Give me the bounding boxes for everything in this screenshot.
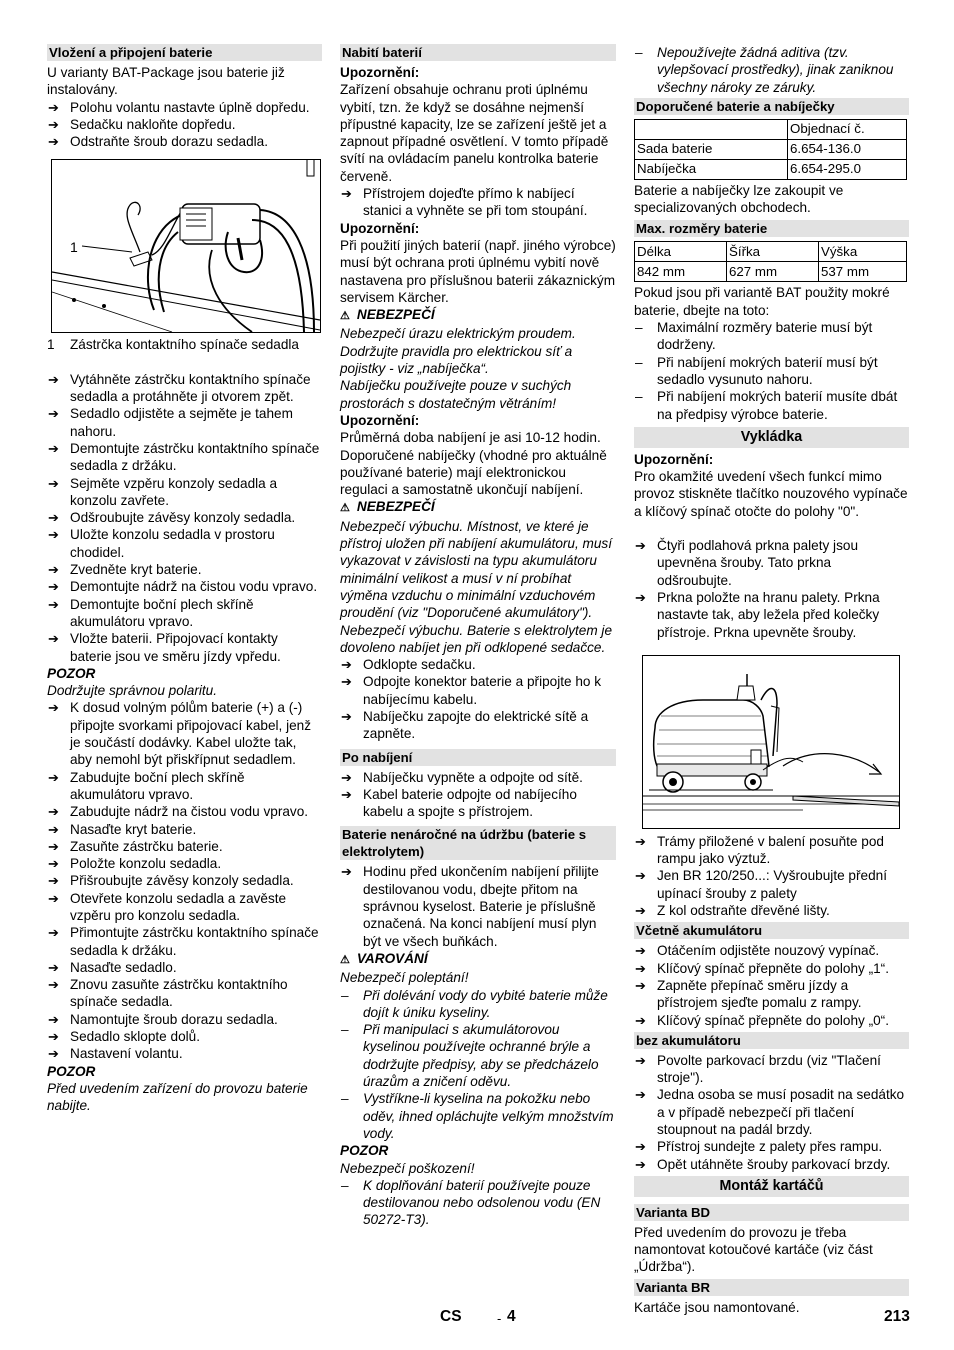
step-item: ➔ Čtyři podlahová prkna palety jsou upevněna šrouby. Tato prkna odšroubujte. [634,537,909,589]
step-item: ➔ Otáčením odjistěte nouzový vypínač. [634,942,909,959]
note-label: Upozornění: [340,220,420,236]
step-item: ➔ Nasaďte kryt baterie. [47,821,322,838]
dash-item: – Při nabíjení mokrých baterií musí být sedadlo vysunuto nahoru. [634,354,909,389]
caution-text: Dodržujte správnou polaritu. [47,683,218,699]
column-3 [634,44,909,1316]
step-item: ➔ Sedadlo sklopte dolů. [47,1028,322,1045]
steps-list [634,1052,909,1173]
section-heading-variant-br: Varianta BR [634,1279,909,1296]
section-heading-without-battery: bez akumulátoru [634,1032,909,1049]
danger-text: Nebezpečí výbuchu. Místnost, ve které je přístroj uložen při nabíjení akumulátoru, musí vykazovat v závislosti na typu akumulátoru minimální velikost a musí v ní probíhat výměna vzduchu o minimální vzduchovém proudění (viz "Doporučené akumulátory"). [340,518,613,621]
unloading-illustration [643,656,899,828]
section-heading-variant-bd: Varianta BD [634,1204,909,1221]
battery-dimensions-table [634,241,907,282]
table-cell: 537 mm [819,262,907,282]
warning-label [340,950,616,969]
note-text: Zařízení obsahuje ochranu proti úplnému vybití, tzn. že když se dosáhne nejmenší přípustné kapacity, lze se zařízení ještě jet a zapnout případné osvětlení. V tomto případě svítí na ovládacím panelu kontrolka baterie červeně. [340,82,609,184]
figure-callout-1: 1 [70,239,78,256]
paragraph: Baterie a nabíječky lze zakoupit ve specializovaných obchodech. [634,182,844,216]
warning-text: Nebezpečí poleptání! [340,970,469,986]
footer-dash: - [497,1311,502,1326]
caption-number: 1 [47,337,55,353]
section-heading-after-charging: Po nabíjení [340,749,616,766]
danger-label [340,306,616,325]
step-item: ➔ Prkna položte na hranu palety. Prkna nastavte tak, aby ležela před kolečky přístroje. Prkna upevněte šrouby. [634,589,909,641]
caption-text: Zástrčka kontaktního spínače sedadla [70,337,299,353]
step-item: ➔ K dosud volným pólům baterie (+) a (-) připojte svorkami připojovací kabel, jenž je součástí dodávky. Kabel uložte tak, aby nemohl být přiskřípnut sedadlem. [47,699,322,768]
paragraph: Pokud jsou při variantě BAT použity mokré baterie, dbejte na toto: [634,285,890,318]
dash-item: – Vystříkne-li kyselina na pokožku nebo oděv, ihned opláchujte velkým množstvím vody. [340,1090,616,1142]
step-item: ➔ Zabudujte nádrž na čistou vodu vpravo. [47,803,322,820]
step-item: ➔ Zvedněte kryt baterie. [47,561,322,578]
table-cell: Sada baterie [635,139,788,159]
caution-label: POZOR [340,1143,389,1159]
steps-list [47,699,322,1062]
step-item: ➔ Přístrojem dojeďte přímo k nabíjecí stanici a vyhněte se při tom stoupání. [340,185,616,220]
paragraph: Před uvedením do provozu je třeba namontovat kotoučové kartáče (viz část „Údržba“). [634,1224,873,1275]
step-item: ➔ Odpojte konektor baterie a připojte ho k nabíjecímu kabelu. [340,673,616,708]
section-heading-brush-mounting: Montáž kartáčů [634,1176,909,1197]
danger-text: Nebezpečí úrazu elektrickým proudem. Dodržujte pravidla pro elektrickou síť a pojistky - viz „nabíječka“. [340,326,576,377]
figure-caption [47,336,322,353]
section-heading-battery-insert: Vložení a připojení baterie [47,44,322,61]
dash-item: – Maximální rozměry baterie musí být dodrženy. [634,319,909,354]
steps-list [634,537,909,641]
step-item: ➔ Demontujte zástrčku kontaktního spínače sedadla z držáku. [47,440,322,475]
section-heading-low-maintenance: Baterie nenáročné na údržbu (baterie s elektrolytem) [340,826,616,860]
step-item: ➔ Zasuňte zástrčku baterie. [47,838,322,855]
column-1 [47,44,322,1115]
paragraph: U varianty BAT-Package jsou baterie již instalovány. [47,65,285,98]
table-cell: Výška [819,242,907,262]
warning-label-text: VAROVÁNÍ [356,950,428,966]
caution-label: POZOR [47,665,96,681]
section-heading-with-battery: Včetně akumulátoru [634,922,909,939]
step-item: ➔ Přístroj sundejte z palety přes rampu. [634,1138,909,1155]
step-item: ➔ Otevřete konzolu sedadla a zavěste vzpěru pro konzolu sedadla. [47,890,322,925]
step-item: ➔ Hodinu před ukončením nabíjení přilijte destilovanou vodu, dbejte přitom na správnou kyselost. Baterie je příslušně označená. Na konci nabíjení musí plyn být ve všech buňkách. [340,863,616,949]
step-item: ➔ Trámy přiložené v balení posuňte pod rampu jako výztuž. [634,833,909,868]
dash-item: – K doplňování baterií používejte pouze destilovanou nebo odsolenou vodu (EN 50272-T3). [340,1177,616,1229]
section-heading-charging: Nabití baterií [340,44,616,61]
table-cell: 842 mm [635,262,727,282]
danger-text: Nabíječku používejte pouze v suchých prostorách s dostatečným větráním! [340,378,572,411]
step-item: ➔ Odšroubujte závěsy konzoly sedadla. [47,509,322,526]
dash-list [340,1177,616,1229]
steps-list [634,942,909,1028]
step-item: ➔ Znovu zasuňte zástrčku kontaktního spínače sedadla. [47,976,322,1011]
caution-text: Před uvedením zařízení do provozu baterie nabijte. [47,1080,308,1114]
table-cell: Šířka [727,242,819,262]
step-item: ➔ Položte konzolu sedadla. [47,855,322,872]
step-item: ➔ Přimontujte zástrčku kontaktního spínače sedadla k držáku. [47,924,322,959]
step-item: ➔ Sejměte vzpěru konzoly sedadla a konzolu zavřete. [47,475,322,510]
seat-switch-illustration [52,160,320,332]
table-cell: 6.654-295.0 [788,159,907,179]
step-item: ➔ Jen BR 120/250...: Vyšroubujte přední upínací šrouby z palety [634,867,909,902]
step-item: ➔ Nastavení volantu. [47,1045,322,1062]
section-heading-max-dimensions: Max. rozměry baterie [634,220,909,237]
danger-label-text: NEBEZPEČÍ [356,307,435,323]
table-cell [635,119,788,139]
note-text: Průměrná doba nabíjení je asi 10-12 hodin. Doporučené nabíječky (vhodné pro aktuálně používané baterie) mají elektronickou regulaci a samostatně ukončují nabíjení. [340,430,607,498]
step-item: ➔ Namontujte šroub dorazu sedadla. [47,1011,322,1028]
step-item: ➔ Nabíječku vypněte a odpojte od sítě. [340,769,616,786]
table-cell: Délka [635,242,727,262]
note-text: Při použití jiných baterií (např. jiného výrobce) musí být ochrana proti úplnému vybití nově nastavena pro příslušnou baterii zákaznickým servisem Kärcher. [340,237,616,305]
step-item: ➔ Zabudujte boční plech skříně akumulátoru vpravo. [47,769,322,804]
dash-list [634,319,909,423]
steps-list [47,371,322,665]
dash-list [340,987,616,1143]
danger-label [340,498,616,517]
step-item: ➔ Klíčový spínač přepněte do polohy „1“. [634,960,909,977]
note-label: Upozornění: [634,451,714,467]
step-item: ➔ Demontujte boční plech skříně akumulátoru vpravo. [47,596,322,631]
step-item: ➔ Uložte konzolu sedadla v prostoru chodidel. [47,526,322,561]
steps-list [47,99,322,151]
steps-list [634,833,909,919]
step-item: ➔ Z kol odstraňte dřevěné lišty. [634,902,909,919]
step-item: ➔ Kabel baterie odpojte od nabíjecího kabelu a spojte s přístrojem. [340,786,616,821]
dash-item: – Nepoužívejte žádná aditiva (tzv. vylepšovací prostředky), jinak zaniknou všechny nároky ze záruky. [634,44,909,96]
step-item: ➔ Vložte baterii. Připojovací kontakty baterie jsou ve směru jízdy vpředu. [47,630,322,665]
step-item: ➔ Nasaďte sedadlo. [47,959,322,976]
column-2 [340,44,616,1229]
caution-text: Nebezpečí poškození! [340,1160,475,1176]
steps-list [340,656,616,742]
note-label: Upozornění: [340,412,420,428]
note-label: Upozornění: [340,65,420,80]
danger-text: Nebezpečí výbuchu. Baterie s elektrolytem je dovoleno nabíjet jen při odklopené sedačce. [340,622,613,655]
table-cell: 6.654-136.0 [788,139,907,159]
step-item: ➔ Klíčový spínač přepněte do polohy „0“. [634,1012,909,1029]
dash-item: – Při dolévání vody do vybité baterie může dojít k úniku kyseliny. [340,987,616,1022]
step-item: ➔ Jedna osoba se musí posadit na sedátko a v případě nebezpečí při tlačení stoupnout na padál brzdy. [634,1086,909,1138]
footer-language: CS [440,1308,462,1325]
paragraph: Kartáče jsou namontované. [634,1299,800,1315]
dash-item: – Při nabíjení mokrých baterií musíte dbát na předpisy výrobce baterie. [634,388,909,423]
footer-page-number: 213 [884,1308,910,1325]
dash-item: – Při manipulaci s akumulátorovou kyselinou používejte ochranné brýle a dodržujte předpisy, aby se předcházelo úrazům a zničení oděvu. [340,1021,616,1090]
step-item: ➔ Sedadlo odjistěte a sejměte je tahem nahoru. [47,405,322,440]
step-item: ➔ Demontujte nádrž na čistou vodu vpravo. [47,578,322,595]
step-item: ➔ Polohu volantu nastavte úplně dopředu. [47,99,322,116]
step-item: ➔ Opět utáhněte šrouby parkovací brzdy. [634,1156,909,1173]
step-item: ➔ Přišroubujte závěsy konzoly sedadla. [47,872,322,889]
steps-list [340,769,616,821]
step-item: ➔ Vytáhněte zástrčku kontaktního spínače sedadla a protáhněte ji otvorem zpět. [47,371,322,406]
step-item: ➔ Odstraňte šroub dorazu sedadla. [47,133,322,150]
note-text: Pro okamžité uvedení všech funkcí mimo provoz stiskněte tlačítko nouzového vypínače a klíčový spínač otočte do polohy "0". [634,469,908,519]
section-heading-unloading: Vykládka [634,427,909,448]
step-item: ➔ Odklopte sedačku. [340,656,616,673]
seat-switch-figure [51,159,321,333]
footer-page-local: 4 [507,1308,516,1325]
step-item: ➔ Sedačku nakloňte dopředu. [47,116,322,133]
step-item: ➔ Nabíječku zapojte do elektrické sítě a zapněte. [340,708,616,743]
step-item: ➔ Povolte parkovací brzdu (viz "Tlačení stroje"). [634,1052,909,1087]
danger-label-text: NEBEZPEČÍ [356,499,435,515]
table-cell: Nabíječka [635,159,788,179]
caution-label: POZOR [47,1063,96,1079]
table-cell: 627 mm [727,262,819,282]
step-item: ➔ Zapněte přepínač směru jízdy a přístrojem sjeďte pomalu z rampy. [634,977,909,1012]
section-heading-recommended: Doporučené baterie a nabíječky [634,98,909,115]
unloading-figure [642,655,900,829]
battery-order-table [634,119,907,180]
table-cell: Objednací č. [788,119,907,139]
